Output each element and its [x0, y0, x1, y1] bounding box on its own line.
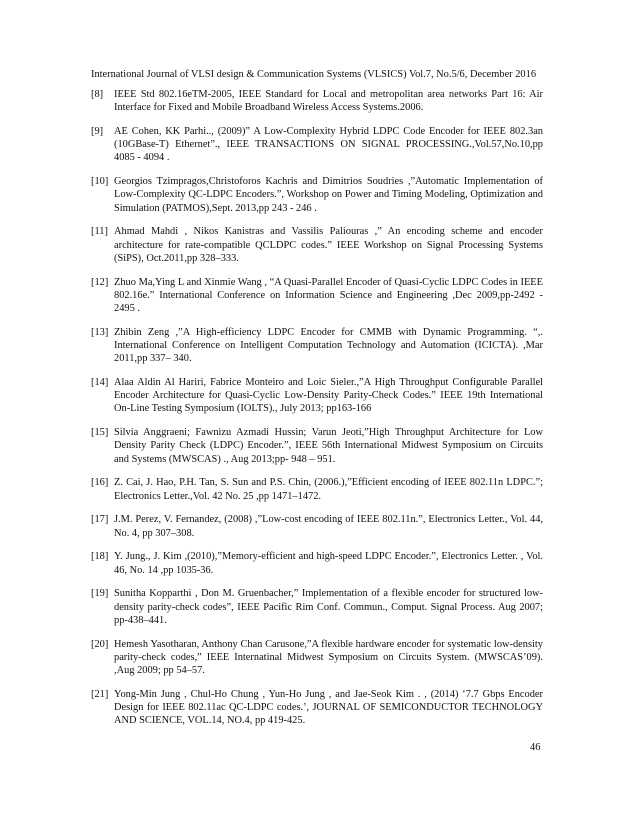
reference-item — [91, 638, 543, 678]
reference-item — [91, 513, 543, 539]
reference-text: Silvia Anggraeni; Fawnizu Azmadi Hussin; Varun Jeoti,”High Throughput Architecture for Low Density Parity Check (LDPC) Encoder.”, IEEE 56th International Midwest Symposium on Circuits and Systems (MWSCAS) ., Aug 2013;pp- 948 – 951. — [114, 427, 543, 465]
reference-number: [19] — [91, 588, 109, 600]
reference-number: [21] — [91, 688, 109, 700]
reference-text: Georgios Tzimpragos,Christoforos Kachris and Dimitrios Soudries ,”Automatic Implementation of Low-Complexity QC-LDPC Encoders.”, Workshop on Power and Timing Modeling, Optimization and Simulation (PATMOS),Sept. 2013,pp 243 - 246 . — [114, 176, 543, 214]
reference-item — [91, 88, 543, 114]
reference-text: Ahmad Mahdi , Nikos Kanistras and Vassilis Paliouras ,” An encoding scheme and encoder architecture for rate-compatible QCLDPC codes.” IEEE Workshop on Signal Processing Systems (SiPS), Oct.2011,pp 328–333. — [114, 226, 543, 264]
page-number: 46 — [530, 742, 541, 753]
reference-number: [18] — [91, 551, 109, 563]
reference-number: [10] — [91, 176, 109, 188]
reference-item — [91, 376, 543, 416]
reference-text: Y. Jung., J. Kim ,(2010),”Memory-efficient and high-speed LDPC Encoder.”, Electronics Letter. , Vol. 46, No. 14 ,pp 1035-36. — [114, 551, 543, 576]
reference-text: J.M. Perez, V. Fernandez, (2008) ,”Low-cost encoding of IEEE 802.11n.”, Electronics Letter., Vol. 44, No. 4, pp 307–308. — [114, 514, 543, 539]
reference-text: Zhibin Zeng ,”A High-efficiency LDPC Encoder for CMMB with Dynamic Programming. “,. International Conference on Intelligent Computation Technology and Automation (ICICTA). ,Mar 2011,pp 337– 340. — [114, 326, 543, 365]
reference-item — [91, 326, 543, 366]
reference-number: [14] — [91, 377, 109, 389]
reference-item — [91, 688, 543, 728]
reference-number: [13] — [91, 326, 109, 338]
reference-item — [91, 175, 543, 215]
running-header: International Journal of VLSI design & Communication Systems (VLSICS) Vol.7, No.5/6, December 2016 — [91, 69, 537, 80]
reference-text: Zhuo Ma,Ying L and Xinmie Wang , “A Quasi-Parallel Encoder of Quasi-Cyclic LDPC Codes in IEEE 802.16e.” International Conference on Information Science and Engineering ,Dec 2009,pp-2492 - 2495 . — [114, 276, 543, 315]
reference-item — [91, 276, 543, 316]
reference-number: [12] — [91, 276, 109, 288]
reference-number: [20] — [91, 638, 109, 650]
reference-item — [91, 225, 543, 265]
reference-text: AE Cohen, KK Parhi.., (2009)” A Low-Complexity Hybrid LDPC Code Encoder for IEEE 802.3an (10GBase-T) Ethernet”., IEEE TRANSACTIONS ON SIGNAL PROCESSING.,Vol.57,No.10,pp 4085 - 4094 . — [114, 126, 543, 164]
reference-number: [9] — [91, 126, 104, 137]
reference-item — [91, 476, 543, 502]
reference-item — [91, 550, 543, 576]
reference-text: IEEE Std 802.16eTM-2005, IEEE Standard for Local and metropolitan area networks Part 16: Air Interface for Fixed and Mobile Broadband Wireless Access Systems.2006. — [114, 89, 543, 114]
reference-item — [91, 125, 543, 165]
reference-number: [17] — [91, 514, 109, 526]
reference-text: Sunitha Kopparthi , Don M. Gruenbacher,” Implementation of a flexible encoder for structured low-density parity-check codes”, IEEE Pacific Rim Conf. Commun., Comput. Signal Process. Aug 2007; pp-438–441. — [114, 588, 543, 626]
reference-text: Alaa Aldin Al Hariri, Fabrice Monteiro and Loic Sieler.,”A High Throughput Configurable Parallel Encoder Architecture for Quasi-Cyclic Low-Density Parity-Check Codes.” IEEE 19th International On-Line Testing Symposium (IOLTS)., July 2013; pp163-166 — [114, 377, 543, 415]
reference-number: [16] — [91, 477, 109, 489]
reference-number: [8] — [91, 89, 104, 100]
reference-item — [91, 587, 543, 627]
reference-number: [15] — [91, 427, 109, 439]
reference-item — [91, 426, 543, 466]
reference-text: Yong-Min Jung , Chul-Ho Chung , Yun-Ho Jung , and Jae-Seok Kim . , (2014) ‘7.7 Gbps Encoder Design for IEEE 802.11ac QC-LDPC codes.’, JOURNAL OF SEMICONDUCTOR TECHNOLOGY AND SCIENCE, VOL.14, NO.4, pp 419-425. — [114, 688, 543, 727]
reference-list — [91, 88, 543, 738]
reference-text: Z. Cai, J. Hao, P.H. Tan, S. Sun and P.S. Chin, (2006.),”Efficient encoding of IEEE 802.11n LDPC.”; Electronics Letter.,Vol. 42 No. 25 ,pp 1471–1472. — [114, 477, 543, 502]
reference-number: [11] — [91, 226, 108, 238]
reference-text: Hemesh Yasotharan, Anthony Chan Carusone,”A flexible hardware encoder for systematic low-density parity-check codes,” IEEE Internatinal Midwest Symposium on Circuits System. (MWSCAS’09). ,Aug 2009; pp 54–57. — [114, 638, 543, 677]
